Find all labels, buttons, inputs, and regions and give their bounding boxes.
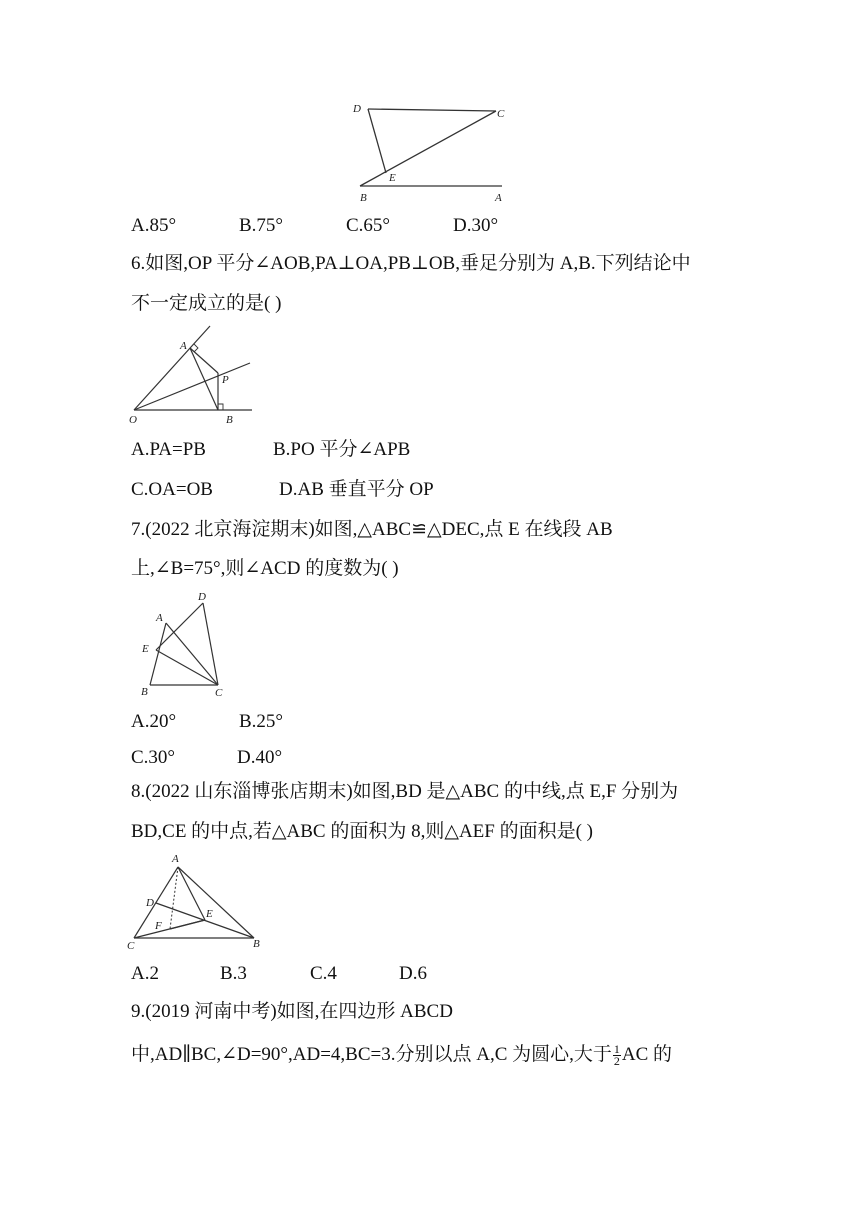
q5-label-a: A [495, 192, 502, 204]
q7-label-a: A [156, 612, 163, 624]
q8-label-f: F [155, 920, 162, 932]
q9-fraction-half [613, 1044, 621, 1067]
q6-stem-line1: 6.如图,OP 平分∠AOB,PA⊥OA,PB⊥OB,垂足分别为 A,B.下列结论中 [131, 253, 691, 274]
q7-label-e: E [142, 643, 149, 655]
q5-option-a: A.85° [131, 215, 177, 236]
q6-option-b: B.PO 平分∠APB [273, 439, 411, 460]
q6-figure [126, 322, 261, 427]
q6-label-b: B [226, 414, 233, 426]
q6-label-o: O [129, 414, 137, 426]
q9-stem-line1: 9.(2019 河南中考)如图,在四边形 ABCD [131, 1001, 453, 1022]
q6-option-a: A.PA=PB [131, 439, 206, 460]
q5-segment-de [368, 109, 386, 173]
q6-option-d: D.AB 垂直平分 OP [279, 479, 434, 500]
q9-text-before-fraction: 中,AD∥BC,∠D=90°,AD=4,BC=3.分别以点 A,C 为圆心,大于 [131, 1044, 612, 1065]
q8-label-e: E [206, 908, 213, 920]
q6-stem-line2: 不一定成立的是( ) [131, 293, 282, 314]
q6-right-angle-a [194, 344, 198, 352]
q7-option-b: B.25° [239, 711, 284, 732]
q8-label-b: B [253, 938, 260, 950]
q5-label-c: C [497, 108, 505, 120]
q7-label-c: C [215, 687, 223, 699]
q5-segment-dc [368, 109, 496, 111]
q5-label-d: D [353, 103, 361, 115]
q5-segment-bc [360, 111, 496, 186]
q7-label-b: B [141, 686, 148, 698]
q7-option-d: D.40° [237, 747, 283, 768]
q8-segment-ef [170, 920, 205, 929]
q8-label-a: A [172, 853, 179, 865]
q6-label-a: A [180, 340, 187, 352]
q6-label-p: P [222, 374, 229, 386]
q7-figure [138, 588, 248, 703]
q8-segment-af [170, 867, 178, 929]
q7-segment-ec [156, 650, 218, 685]
q8-label-c: C [127, 940, 135, 952]
q6-segment-ab [190, 348, 218, 410]
q7-option-a: A.20° [131, 711, 177, 732]
q5-label-b: B [360, 192, 367, 204]
q8-option-b: B.3 [220, 963, 247, 984]
q7-segment-de [156, 603, 203, 650]
q7-option-c: C.30° [131, 747, 176, 768]
q5-label-e: E [389, 172, 396, 184]
q7-label-d: D [198, 591, 206, 603]
q6-ray-op [134, 363, 250, 410]
q7-segment-dc [203, 603, 218, 685]
q8-stem-line2: BD,CE 的中点,若△ABC 的面积为 8,则△AEF 的面积是( ) [131, 821, 594, 842]
q5-option-d: D.30° [453, 215, 499, 236]
q9-fraction-numerator: 1 [613, 1042, 620, 1057]
q8-label-d: D [146, 897, 154, 909]
q8-figure [124, 850, 274, 955]
q8-option-a: A.2 [131, 963, 159, 984]
q8-option-c: C.4 [310, 963, 337, 984]
q8-stem-line1: 8.(2022 山东淄博张店期末)如图,BD 是△ABC 的中线,点 E,F 分别为 [131, 781, 679, 802]
q7-stem-line1: 7.(2022 北京海淀期末)如图,△ABC≌△DEC,点 E 在线段 AB [131, 519, 613, 540]
q7-stem-line2: 上,∠B=75°,则∠ACD 的度数为( ) [131, 558, 399, 579]
q9-fraction-denominator: 2 [613, 1054, 620, 1069]
q5-figure [350, 96, 530, 206]
q8-segment-ab [178, 867, 254, 938]
q5-option-b: B.75° [239, 215, 284, 236]
q8-option-d: D.6 [399, 963, 427, 984]
q5-option-c: C.65° [346, 215, 391, 236]
q9-text-after-fraction: AC 的 [621, 1044, 673, 1065]
q6-right-angle-b [218, 404, 223, 410]
q6-option-c: C.OA=OB [131, 479, 213, 500]
q9-stem-line2 [131, 1043, 672, 1067]
